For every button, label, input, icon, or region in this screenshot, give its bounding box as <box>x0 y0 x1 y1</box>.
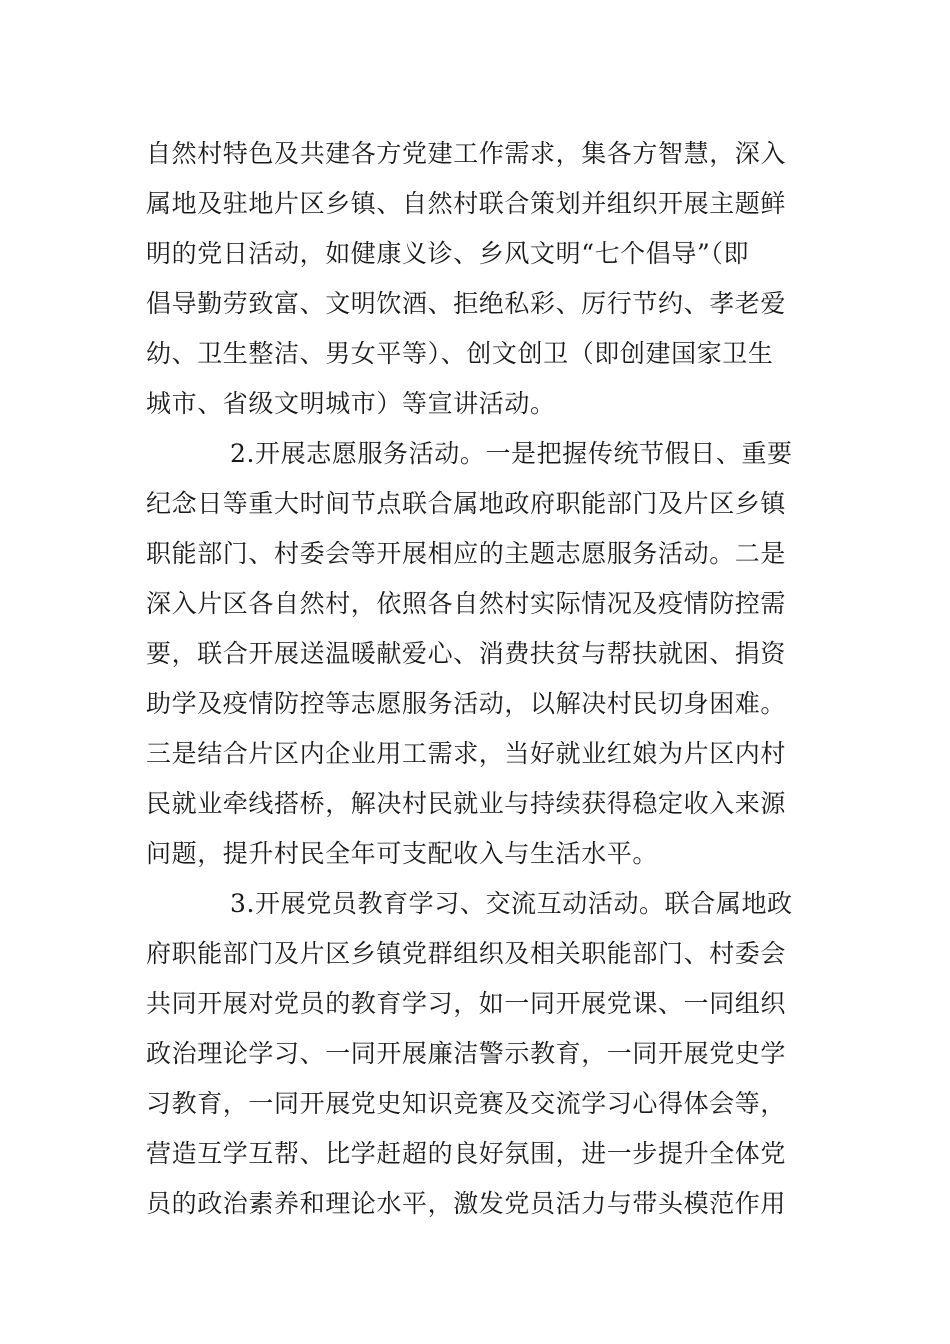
text-line: 深入片区各自然村，依照各自然村实际情况及疫情防控需 <box>146 589 787 618</box>
text-line: 政治理论学习、一同开展廉洁警示教育，一同开展党史学 <box>146 1039 787 1068</box>
text-line: 员的政治素养和理论水平，激发党员活力与带头模范作用 <box>146 1189 787 1218</box>
text-line: 纪念日等重大时间节点联合属地政府职能部门及片区乡镇 <box>146 489 787 518</box>
text-line: 幼、卫生整洁、男女平等）、创文创卫（即创建国家卫生 <box>146 339 774 368</box>
text-line: 营造互学互帮、比学赶超的良好氛围，进一步提升全体党 <box>146 1139 787 1168</box>
text-line: 问题，提升村民全年可支配收入与生活水平。 <box>146 839 659 868</box>
text-line: 明的党日活动，如健康义诊、乡风文明“七个倡导”（即 <box>146 239 750 268</box>
paragraph-2-first-line: 2.开展志愿服务活动。一是把握传统节假日、重要 <box>230 439 793 468</box>
text-line: 倡导勤劳致富、文明饮酒、拒绝私彩、厉行节约、孝老爱 <box>146 289 787 318</box>
text-line: 三是结合片区内企业用工需求，当好就业红娘为片区内村 <box>146 739 787 768</box>
text-line: 府职能部门及片区乡镇党群组织及相关职能部门、村委会 <box>146 939 787 968</box>
text-line: 自然村特色及共建各方党建工作需求，集各方智慧，深入 <box>146 139 787 168</box>
text-line: 共同开展对党员的教育学习，如一同开展党课、一同组织 <box>146 989 787 1018</box>
text-line: 属地及驻地片区乡镇、自然村联合策划并组织开展主题鲜 <box>146 189 787 218</box>
text-line: 要，联合开展送温暖献爱心、消费扶贫与帮扶就困、捐资 <box>146 639 787 668</box>
text-line: 城市、省级文明城市）等宣讲活动。 <box>146 389 556 418</box>
text-line: 民就业牵线搭桥，解决村民就业与持续获得稳定收入来源 <box>146 789 787 818</box>
text-line: 职能部门、村委会等开展相应的主题志愿服务活动。二是 <box>146 539 787 568</box>
paragraph-3-first-line: 3.开展党员教育学习、交流互动活动。联合属地政 <box>230 889 793 918</box>
text-line: 习教育，一同开展党史知识竞赛及交流学习心得体会等， <box>146 1089 787 1118</box>
text-line: 助学及疫情防控等志愿服务活动，以解决村民切身困难。 <box>146 689 787 718</box>
